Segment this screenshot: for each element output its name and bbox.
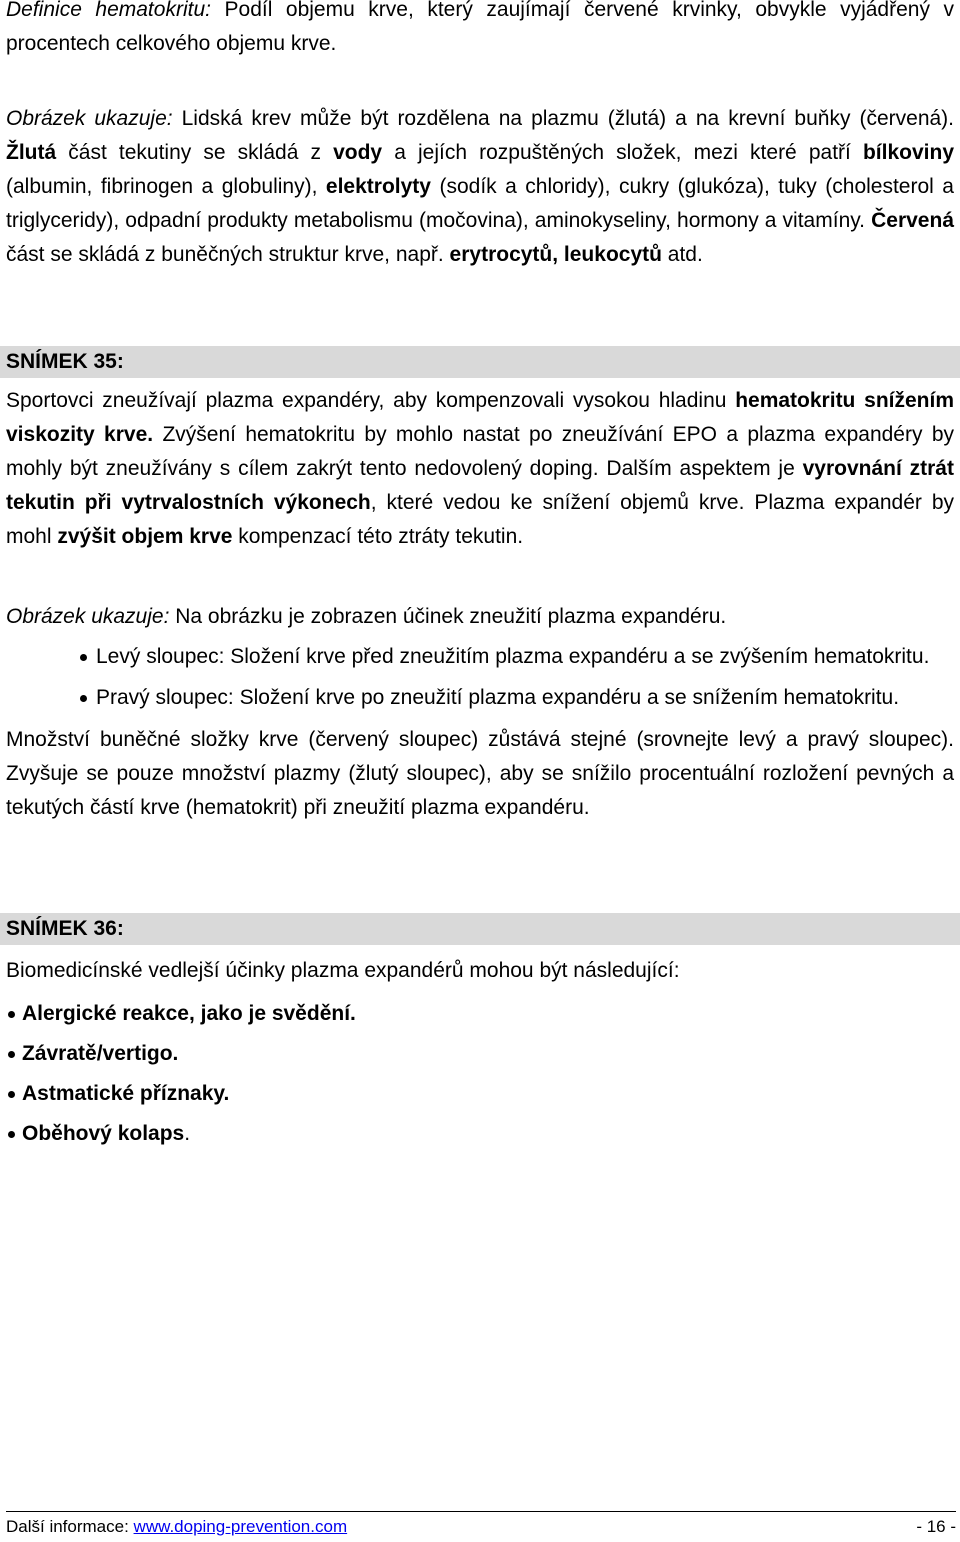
side-effects-list	[6, 994, 954, 1154]
section-35-text	[6, 384, 954, 554]
text-run: Lidská krev může být rozdělena na plazmu (žlutá) a na krevní buňky (červená).	[172, 107, 955, 130]
bold-run: Žlutá	[6, 141, 57, 164]
text-run: a jejích rozpuštěných složek, mezi které patří	[382, 141, 863, 164]
section-36-intro: Biomedicínské vedlejší účinky plazma expandérů mohou být následující:	[6, 959, 680, 982]
bullet-icon	[80, 654, 87, 661]
bullet-icon	[8, 1131, 15, 1138]
text-run: Sportovci zneužívají plazma expandéry, aby kompenzovali vysokou hladinu	[6, 389, 736, 412]
list-item	[22, 1114, 954, 1154]
bullet-text: Levý sloupec: Složení krve před zneužitím plazma expandéru a se zvýšením hematokritu.	[96, 645, 930, 668]
bold-run: Červená	[871, 209, 954, 232]
hematocrit-definition	[6, 0, 954, 61]
text-run: , které vedou ke snížení objemů krve. Plazma expandér by mohl	[6, 491, 955, 548]
figure-label: Obrázek ukazuje:	[6, 107, 173, 130]
list-item	[96, 640, 954, 674]
bold-run: vyrovnání ztrát tekutin při vytrvalostních výkonech	[6, 457, 954, 514]
list-item	[96, 681, 954, 715]
bold-run: zvýšit objem krve	[57, 525, 233, 548]
bullet-icon	[8, 1051, 15, 1058]
figure-description-2	[6, 600, 954, 634]
footer-label: Další informace:	[6, 1517, 134, 1536]
bullet-icon	[80, 695, 87, 702]
bullet-icon	[8, 1011, 15, 1018]
figure-2-paragraph: Množství buněčné složky krve (červený sloupec) zůstává stejné (srovnejte levý a pravý sloupec). Zvyšuje se pouze množství plazmy (žlutý sloupec), aby se snížilo procentuální rozložení pevných a tekutých částí krve (hematokrit) při zneužití plazma expandéru.	[6, 728, 954, 819]
text-run: atd.	[661, 243, 703, 266]
column-list	[6, 640, 954, 715]
footer-info	[6, 1512, 347, 1542]
text-run: Zvýšení hematokritu by mohlo nastat po zneužívání EPO a plazma expandéry by mohly být zneužívány s cílem zakrýt tento nedovolený doping. Dalším aspektem je	[6, 423, 954, 480]
bullet-text: Oběhový kolaps	[22, 1122, 185, 1145]
figure-description-1	[6, 102, 954, 272]
section-heading-36: SNÍMEK 36:	[0, 913, 960, 945]
text-run: (albumin, fibrinogen a globuliny),	[6, 175, 326, 198]
page-content	[6, 0, 954, 1154]
list-item	[22, 994, 954, 1034]
text-run: Na obrázku je zobrazen účinek zneužití plazma expandéru.	[169, 605, 727, 628]
text-run: část se skládá z buněčných struktur krve, např.	[6, 243, 450, 266]
text-run: část tekutiny se skládá z	[56, 141, 334, 164]
page-number: - 16 -	[916, 1517, 956, 1536]
definition-label: Definice hematokritu:	[6, 0, 211, 21]
footer-row	[6, 1512, 956, 1542]
bold-run: erytrocytů, leukocytů	[449, 243, 662, 266]
bullet-text: Závratě/vertigo.	[22, 1042, 179, 1065]
bullet-text: Astmatické příznaky.	[22, 1082, 230, 1105]
page-footer	[6, 1511, 956, 1542]
bold-run: vody	[333, 141, 383, 164]
text-run: kompenzací této ztráty tekutin.	[232, 525, 524, 548]
bold-run: bílkoviny	[862, 141, 955, 164]
text-run: .	[184, 1122, 191, 1145]
bullet-text: Pravý sloupec: Složení krve po zneužití plazma expandéru a se snížením hematokritu.	[96, 686, 900, 709]
bullet-text: Alergické reakce, jako je svědění.	[22, 1002, 356, 1025]
bold-run: elektrolyty	[325, 175, 431, 198]
section-heading-35: SNÍMEK 35:	[0, 346, 960, 378]
figure-label: Obrázek ukazuje:	[6, 605, 170, 628]
bold-run: hematokritu snížením viskozity krve.	[6, 389, 954, 446]
website-link[interactable]: www.doping-prevention.com	[133, 1517, 348, 1536]
list-item	[22, 1074, 954, 1114]
definition-text: Podíl objemu krve, který zaujímají červené krvinky, obvykle vyjádřený v procentech celkového objemu krve.	[6, 0, 954, 55]
bullet-icon	[8, 1091, 15, 1098]
list-item	[22, 1034, 954, 1074]
text-run: (sodík a chloridy), cukry (glukóza), tuky (cholesterol a triglyceridy), odpadní produkty metabolismu (močovina), aminokyseliny, hormony a vitamíny.	[6, 175, 954, 232]
